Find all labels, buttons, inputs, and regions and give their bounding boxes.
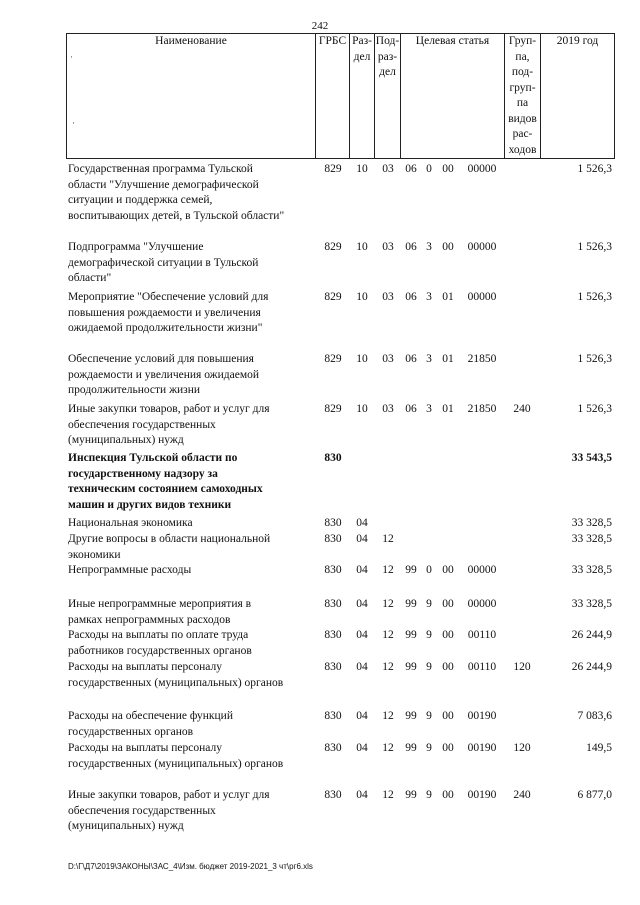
cell-razdel: 04	[356, 742, 368, 754]
cell-podrazdel: 03	[382, 353, 394, 365]
cell-grbs: 830	[324, 533, 342, 545]
row-name: Подпрограмма "Улучшение демографической ситуации в Тульской области"	[68, 241, 259, 284]
cell-sum-2019: 33 328,5	[571, 517, 612, 529]
cell-razdel: 04	[356, 598, 368, 610]
cell-podrazdel: 12	[382, 710, 394, 722]
cell-razdel: 10	[356, 353, 368, 365]
row-name: Инспекция Тульской области по государственному надзору за техническим состоянием самоходных машин и других видов техники	[68, 452, 263, 511]
cell-target-program: 99	[405, 710, 417, 722]
cell-podrazdel: 12	[382, 789, 394, 801]
header-razdel: Раз- дел	[352, 35, 372, 63]
cell-target-subprogram: 9	[426, 710, 432, 722]
row-name: Непрограммные расходы	[68, 564, 192, 576]
cell-target-program: 99	[405, 742, 417, 754]
row-name: Расходы на обеспечение функций государственных органов	[68, 710, 233, 738]
row-name: Государственная программа Тульской области "Улучшение демографической ситуации и поддержка семей, воспитывающих детей, в Тульской области"	[68, 163, 285, 222]
cell-target-direction: 00110	[467, 629, 497, 641]
header-podrazdel: Под- раз- дел	[375, 35, 400, 78]
cell-target-subprogram: 9	[426, 789, 432, 801]
row-name: Расходы на выплаты по оплате труда работников государственных органов	[68, 629, 252, 657]
cell-target-event: 00	[442, 789, 454, 801]
cell-grbs: 830	[324, 564, 342, 576]
cell-razdel: 04	[356, 629, 368, 641]
cell-target-program: 99	[405, 789, 417, 801]
cell-grbs: 830	[324, 742, 342, 754]
cell-target-subprogram: 3	[426, 241, 432, 253]
cell-target-direction: 00110	[467, 661, 497, 673]
cell-target-subprogram: 9	[426, 742, 432, 754]
cell-razdel: 04	[356, 710, 368, 722]
header-name: Наименование	[155, 35, 227, 47]
cell-target-event: 00	[442, 241, 454, 253]
cell-sum-2019: 33 543,5	[571, 452, 612, 464]
header-divider	[66, 33, 67, 159]
cell-sum-2019: 26 244,9	[571, 661, 612, 673]
cell-target-direction: 21850	[467, 353, 497, 365]
cell-target-subprogram: 9	[426, 598, 432, 610]
page-number: 242	[311, 20, 329, 32]
cell-grbs: 830	[324, 710, 342, 722]
cell-target-event: 01	[442, 291, 454, 303]
cell-target-subprogram: 9	[426, 661, 432, 673]
cell-target-subprogram: 3	[426, 403, 432, 415]
cell-target-direction: 00000	[467, 163, 497, 175]
cell-target-program: 06	[405, 241, 417, 253]
cell-target-event: 01	[442, 353, 454, 365]
row-name: Иные непрограммные мероприятия в рамках непрограммных расходов	[68, 598, 252, 626]
header-bottom-border	[66, 158, 614, 159]
cell-sum-2019: 26 244,9	[571, 629, 612, 641]
cell-target-event: 00	[442, 661, 454, 673]
cell-grbs: 830	[324, 661, 342, 673]
cell-sum-2019: 33 328,5	[571, 598, 612, 610]
cell-target-subprogram: 9	[426, 629, 432, 641]
cell-podrazdel: 12	[382, 742, 394, 754]
row-name: Национальная экономика	[68, 517, 193, 529]
cell-grbs: 830	[324, 598, 342, 610]
cell-target-direction: 00190	[467, 710, 497, 722]
cell-target-program: 99	[405, 564, 417, 576]
cell-razdel: 04	[356, 661, 368, 673]
cell-sum-2019: 1 526,3	[577, 291, 612, 303]
cell-podrazdel: 03	[382, 241, 394, 253]
cell-razdel: 10	[356, 163, 368, 175]
cell-sum-2019: 1 526,3	[577, 403, 612, 415]
cell-target-event: 01	[442, 403, 454, 415]
cell-razdel: 10	[356, 291, 368, 303]
cell-target-program: 06	[405, 403, 417, 415]
cell-target-direction: 00000	[467, 564, 497, 576]
cell-podrazdel: 12	[382, 533, 394, 545]
cell-podrazdel: 03	[382, 291, 394, 303]
cell-grbs: 830	[324, 789, 342, 801]
cell-target-direction: 00190	[467, 742, 497, 754]
cell-target-event: 00	[442, 163, 454, 175]
header-year: 2019 год	[556, 35, 599, 47]
cell-target-program: 99	[405, 629, 417, 641]
cell-podrazdel: 12	[382, 629, 394, 641]
cell-grbs: 830	[324, 517, 342, 529]
cell-target-program: 06	[405, 291, 417, 303]
cell-target-subprogram: 0	[426, 163, 432, 175]
cell-target-direction: 00190	[467, 789, 497, 801]
cell-sum-2019: 33 328,5	[571, 564, 612, 576]
cell-sum-2019: 1 526,3	[577, 241, 612, 253]
cell-target-event: 00	[442, 742, 454, 754]
cell-target-subprogram: 3	[426, 353, 432, 365]
header-target-article: Целевая статья	[415, 35, 490, 47]
cell-grbs: 829	[324, 241, 342, 253]
cell-target-subprogram: 3	[426, 291, 432, 303]
row-name: Иные закупки товаров, работ и услуг для обеспечения государственных (муниципальных) нужд	[68, 403, 270, 446]
cell-target-direction: 00000	[467, 291, 497, 303]
cell-razdel: 10	[356, 241, 368, 253]
header-divider	[315, 33, 316, 159]
cell-target-subprogram: 0	[426, 564, 432, 576]
cell-target-program: 06	[405, 353, 417, 365]
cell-razdel: 04	[356, 517, 368, 529]
cell-expense-group: 240	[513, 403, 531, 415]
cell-target-direction: 00000	[467, 241, 497, 253]
cell-target-event: 00	[442, 710, 454, 722]
cell-expense-group: 120	[513, 742, 531, 754]
row-name: Обеспечение условий для повышения рождаемости и увеличения ожидаемой продолжительности жизни	[68, 353, 259, 396]
cell-grbs: 829	[324, 353, 342, 365]
row-name: Иные закупки товаров, работ и услуг для обеспечения государственных (муниципальных) нужд	[68, 789, 270, 832]
row-name: Расходы на выплаты персоналу государственных (муниципальных) органов	[68, 742, 284, 770]
file-path-footer: D:\Г\Д7\2019\ЗАКОНЫ\ЗАС_4\Изм. бюджет 2019-2021_3 чт\рг6.xls	[68, 862, 313, 871]
cell-podrazdel: 03	[382, 163, 394, 175]
cell-target-direction: 00000	[467, 598, 497, 610]
header-divider	[400, 33, 401, 159]
row-name: Мероприятие "Обеспечение условий для повышения рождаемости и увеличения ожидаемой продолжительности жизни"	[68, 291, 269, 334]
cell-sum-2019: 33 328,5	[571, 533, 612, 545]
cell-target-program: 99	[405, 661, 417, 673]
cell-podrazdel: 12	[382, 564, 394, 576]
cell-expense-group: 240	[513, 789, 531, 801]
cell-sum-2019: 1 526,3	[577, 163, 612, 175]
cell-sum-2019: 7 083,6	[577, 710, 612, 722]
header-divider	[540, 33, 541, 159]
cell-razdel: 04	[356, 533, 368, 545]
cell-grbs: 829	[324, 163, 342, 175]
cell-sum-2019: 6 877,0	[577, 789, 612, 801]
cell-target-event: 00	[442, 564, 454, 576]
header-grbs: ГРБС	[318, 35, 347, 47]
cell-target-program: 06	[405, 163, 417, 175]
row-name: Расходы на выплаты персоналу государственных (муниципальных) органов	[68, 661, 284, 689]
row-name: Другие вопросы в области национальной экономики	[68, 533, 271, 561]
scan-mark: ·	[70, 52, 73, 62]
cell-podrazdel: 12	[382, 598, 394, 610]
cell-razdel: 04	[356, 564, 368, 576]
cell-razdel: 10	[356, 403, 368, 415]
cell-sum-2019: 1 526,3	[577, 353, 612, 365]
cell-expense-group: 120	[513, 661, 531, 673]
cell-target-event: 00	[442, 629, 454, 641]
cell-grbs: 829	[324, 403, 342, 415]
header-divider	[614, 33, 615, 159]
cell-sum-2019: 149,5	[586, 742, 612, 754]
cell-razdel: 04	[356, 789, 368, 801]
cell-podrazdel: 12	[382, 661, 394, 673]
cell-target-event: 00	[442, 598, 454, 610]
cell-target-program: 99	[405, 598, 417, 610]
cell-grbs: 829	[324, 291, 342, 303]
cell-grbs: 830	[324, 629, 342, 641]
cell-grbs: 830	[324, 452, 342, 464]
cell-target-direction: 21850	[467, 403, 497, 415]
scan-mark: ·	[72, 118, 75, 128]
cell-podrazdel: 03	[382, 403, 394, 415]
header-expense-group: Груп- па, под- груп- па видов рас- ходов	[508, 35, 537, 156]
